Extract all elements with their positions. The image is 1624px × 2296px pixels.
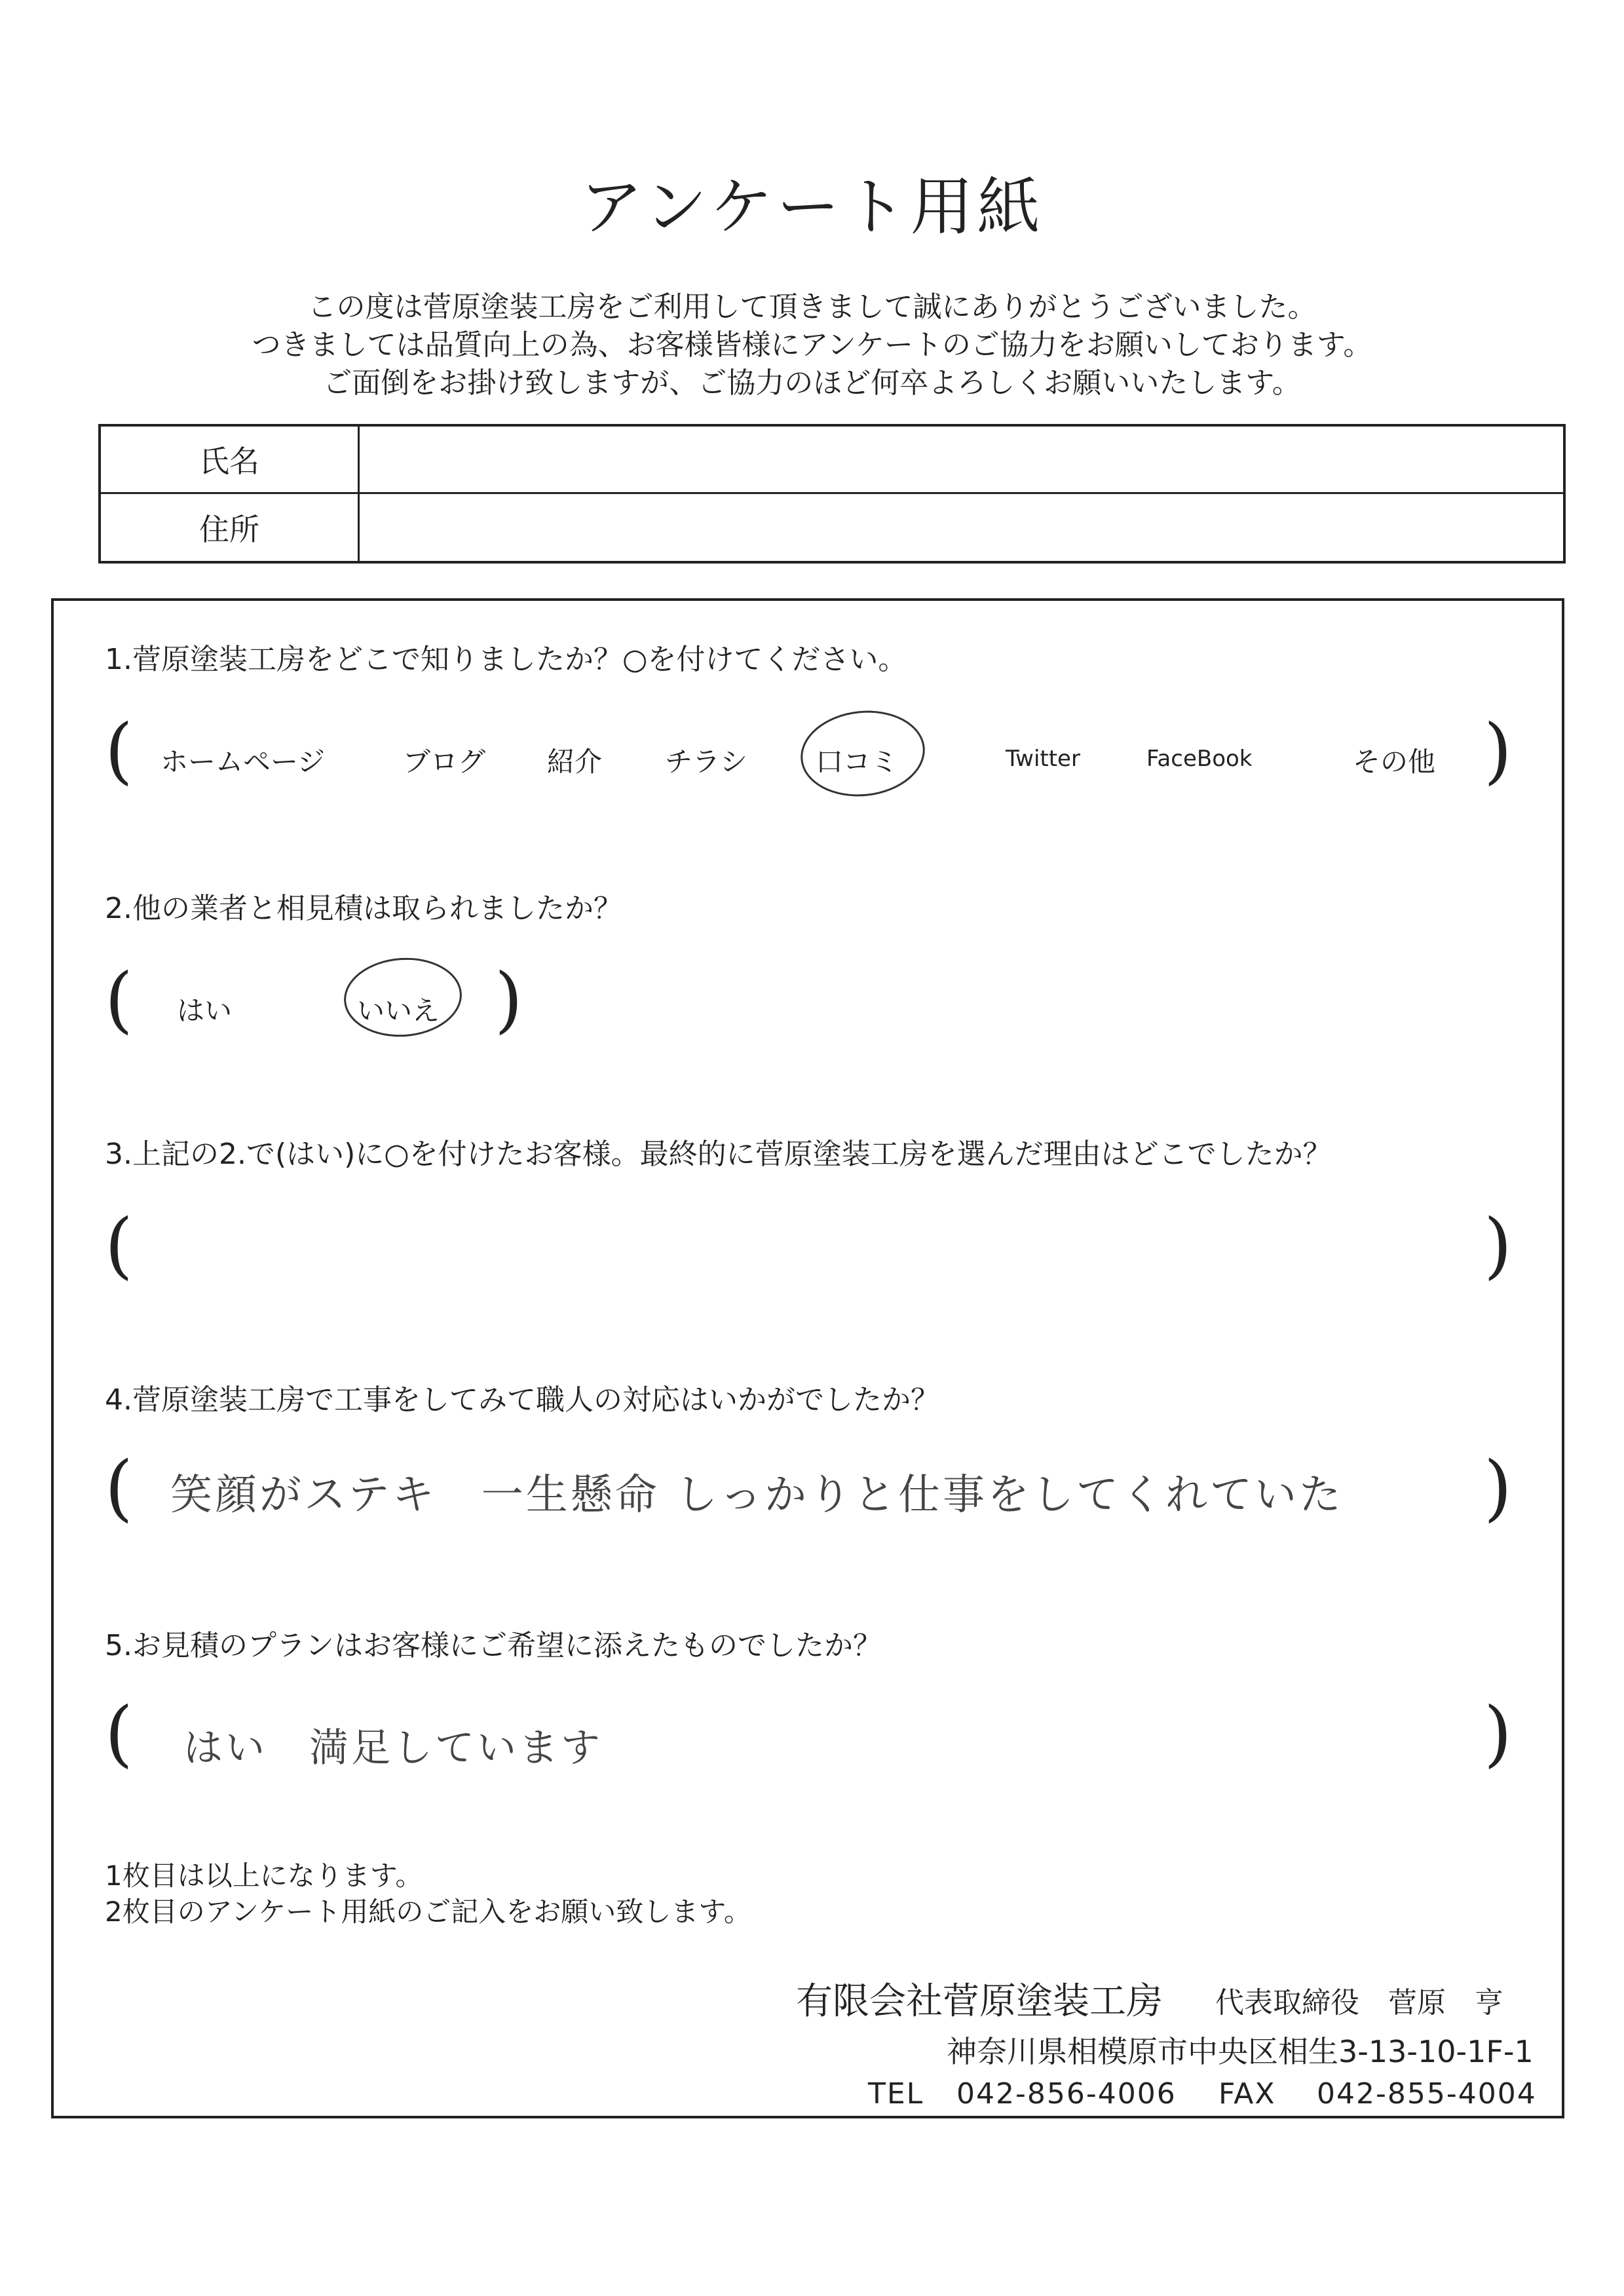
company-name: 有限会社菅原塗装工房 xyxy=(796,1980,1163,2023)
open-paren: ( xyxy=(105,957,133,1041)
option-facebook[interactable]: FaceBook xyxy=(1146,746,1253,772)
address-row xyxy=(101,494,1563,562)
open-paren: ( xyxy=(105,708,133,792)
address-field[interactable] xyxy=(360,494,1563,562)
intro-line-1: この度は菅原塗装工房をご利用して頂きまして誠にありがとうございました。 xyxy=(307,290,1317,324)
open-paren: ( xyxy=(105,1691,133,1775)
footer-note-line-1: 1枚目は以上になります。 xyxy=(105,1860,423,1892)
name-label: 氏名 xyxy=(101,427,360,492)
page-title: アンケート用紙 xyxy=(580,170,1044,244)
option-twitter[interactable]: Twitter xyxy=(1006,746,1080,772)
question-4: 4.菅原塗装工房で工事をしてみて職人の対応はいかがでしたか？ xyxy=(105,1383,939,1417)
option-homepage[interactable]: ホームページ xyxy=(161,746,326,778)
option-referral[interactable]: 紹介 xyxy=(547,746,603,778)
option-word-of-mouth[interactable]: 口コミ xyxy=(816,746,899,778)
option-blog[interactable]: ブログ xyxy=(403,746,486,778)
answer-5[interactable]: はい 満足しています xyxy=(183,1725,603,1771)
close-paren: ) xyxy=(1484,1203,1512,1287)
company-representative: 代表取締役 菅原 亨 xyxy=(1215,1986,1503,2019)
customer-info-table xyxy=(98,424,1566,564)
question-3: 3.上記の2.で(はい)に○を付けたお客様。最終的に菅原塗装工房を選んだ理由はどこでしたか？ xyxy=(105,1138,1332,1171)
option-yes[interactable]: はい xyxy=(177,995,233,1027)
option-no[interactable]: いいえ xyxy=(357,995,440,1027)
intro-line-3: ご面倒をお掛け致しますが、ご協力のほど何卒よろしくお願いいたします。 xyxy=(323,366,1301,400)
close-paren: ) xyxy=(1484,1445,1512,1529)
intro-line-2: つきましては品質向上の為、お客様皆様にアンケートのご協力をお願いしております。 xyxy=(252,328,1372,362)
name-row xyxy=(101,427,1563,494)
question-5: 5.お見積のプランはお客様にご希望に添えたものでしたか？ xyxy=(105,1629,882,1662)
answer-4[interactable]: 笑顔がステキ 一生懸命 しっかりと仕事をしてくれていた xyxy=(170,1471,1344,1520)
option-flyer[interactable]: チラシ xyxy=(665,746,748,778)
address-label: 住所 xyxy=(101,494,360,562)
footer-note-line-2: 2枚目のアンケート用紙のご記入をお願い致します。 xyxy=(105,1896,751,1928)
open-paren: ( xyxy=(105,1203,133,1287)
tel-label: TEL xyxy=(868,2077,924,2111)
tel-number: 042-856-4006 xyxy=(956,2077,1177,2111)
close-paren: ) xyxy=(1484,1691,1512,1775)
open-paren: ( xyxy=(105,1445,133,1529)
question-1: 1.菅原塗装工房をどこで知りましたか？○を付けてください。 xyxy=(105,643,907,676)
close-paren: ) xyxy=(1484,708,1512,792)
fax-label: FAX xyxy=(1218,2077,1276,2111)
question-2: 2.他の業者と相見積は取られましたか？ xyxy=(105,892,622,925)
option-other[interactable]: その他 xyxy=(1353,746,1436,778)
company-address: 神奈川県相模原市中央区相生3-13-10-1F-1 xyxy=(947,2034,1534,2069)
fax-number: 042-855-4004 xyxy=(1317,2077,1537,2111)
name-field[interactable] xyxy=(360,427,1563,492)
close-paren: ) xyxy=(495,957,523,1041)
